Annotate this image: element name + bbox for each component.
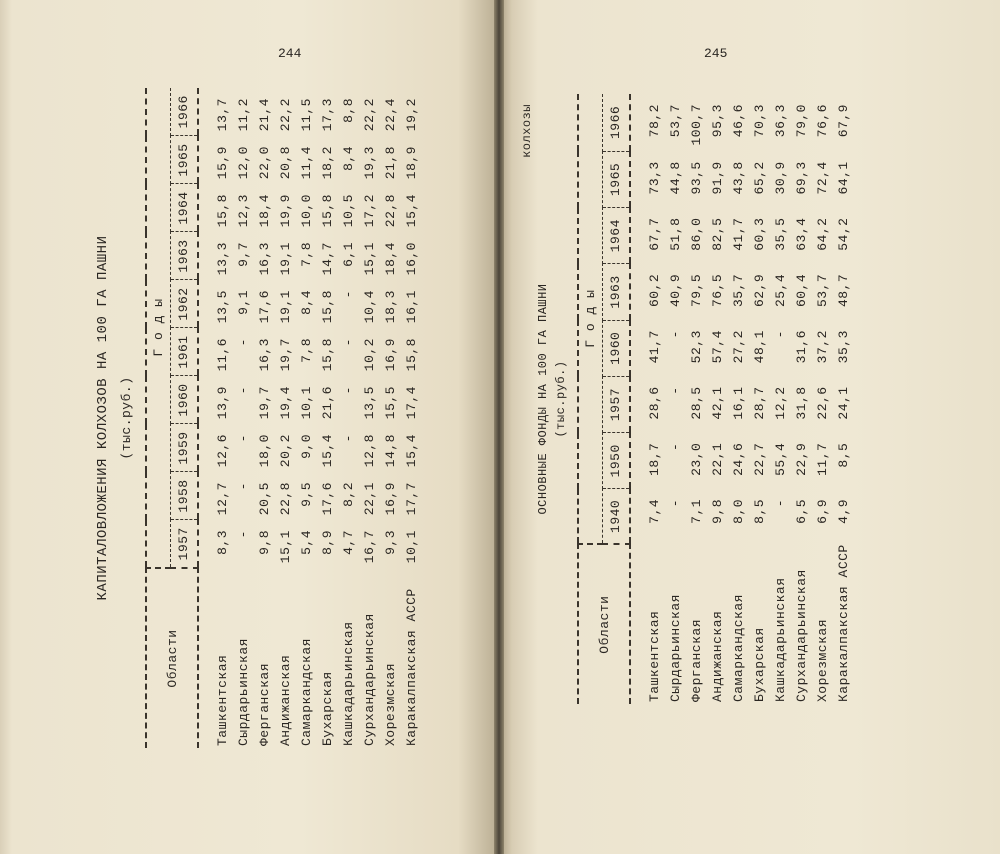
value-cell: 41,7 (731, 217, 746, 251)
table-title: ОСНОВНЫЕ ФОНДЫ НА 100 ГА ПАШНИ (536, 283, 550, 515)
value-cell: 43,8 (731, 161, 746, 195)
value-cell: 16,3 (257, 242, 272, 276)
value-cell: 22,9 (794, 442, 809, 476)
value-cell: - (668, 330, 683, 339)
region-name: Сурхандарьинская (362, 613, 377, 746)
value-cell: 13,5 (362, 386, 377, 420)
table-row (686, 94, 707, 704)
value-cell: 19,7 (257, 386, 272, 420)
value-cell: 64,2 (815, 217, 830, 251)
table-row (359, 88, 380, 748)
value-cell: 15,8 (320, 290, 335, 324)
value-cell: 19,1 (278, 242, 293, 276)
region-name: Андижанская (710, 610, 725, 702)
value-cell: 22,2 (362, 98, 377, 132)
value-cell: 8,4 (341, 146, 356, 171)
year-header: 1950 (602, 433, 630, 489)
value-cell: 10,1 (299, 386, 314, 420)
value-cell: 15,4 (320, 434, 335, 468)
years-group-header: Г о д ы (146, 88, 170, 568)
value-cell: 12,2 (773, 386, 788, 420)
table-tag: колхозы (520, 104, 534, 158)
value-cell: 10,0 (299, 194, 314, 228)
table-row (254, 88, 275, 748)
year-header: 1966 (170, 88, 198, 136)
value-cell: - (341, 386, 356, 395)
value-cell: 9,1 (236, 290, 251, 315)
value-cell: 22,4 (383, 98, 398, 132)
region-name: Сырдарьинская (668, 594, 683, 702)
region-name: Андижанская (278, 654, 293, 746)
value-cell: 14,8 (383, 434, 398, 468)
value-cell: 15,4 (404, 194, 419, 228)
value-cell: 27,2 (731, 330, 746, 364)
value-cell: 9,3 (383, 530, 398, 555)
value-cell: 31,6 (794, 330, 809, 364)
table-rotated-wrapper (520, 94, 854, 704)
table-rotated-wrapper (92, 88, 422, 748)
value-cell: 18,4 (383, 242, 398, 276)
value-cell: 82,5 (710, 217, 725, 251)
value-cell: 60,2 (647, 273, 662, 308)
value-cell: 79,0 (794, 104, 809, 138)
value-cell: - (236, 482, 251, 491)
value-cell: 7,4 (647, 498, 662, 524)
value-cell: 21,6 (320, 386, 335, 420)
value-cell: 5,4 (299, 530, 314, 555)
year-header: 1957 (170, 520, 198, 568)
book-gutter (494, 0, 504, 854)
value-cell: 35,7 (731, 273, 746, 308)
value-cell: 14,7 (320, 242, 335, 276)
year-header: 1940 (602, 489, 630, 544)
value-cell: 18,7 (647, 442, 662, 476)
value-cell: 15,4 (404, 434, 419, 468)
table-row (380, 88, 401, 748)
value-cell: 13,7 (215, 98, 230, 132)
value-cell: 28,7 (752, 386, 767, 420)
right-page (498, 0, 1000, 854)
value-cell: 15,8 (404, 338, 419, 372)
value-cell: 76,5 (710, 273, 725, 308)
value-cell: 16,9 (383, 482, 398, 516)
value-cell: 12,8 (362, 434, 377, 468)
value-cell: 16,7 (362, 530, 377, 564)
table-row (275, 88, 296, 748)
value-cell: 10,1 (404, 530, 419, 564)
table-row (212, 88, 233, 748)
value-cell: 6,1 (341, 242, 356, 267)
value-cell: 11,5 (299, 98, 314, 132)
value-cell: 9,5 (299, 482, 314, 507)
value-cell: 8,5 (836, 442, 851, 468)
value-cell: 12,3 (236, 194, 251, 228)
value-cell: 20,5 (257, 482, 272, 516)
value-cell: 15,1 (278, 530, 293, 564)
value-cell: 6,5 (794, 498, 809, 524)
table-body (212, 88, 422, 748)
value-cell: 93,5 (689, 161, 704, 195)
value-cell: 9,8 (710, 498, 725, 524)
value-cell: 19,1 (278, 290, 293, 324)
year-header: 1964 (602, 208, 630, 264)
region-name: Бухарская (320, 671, 335, 746)
value-cell: 12,7 (215, 482, 230, 516)
value-cell: - (236, 338, 251, 347)
value-cell: 44,8 (668, 161, 683, 195)
value-cell: 4,9 (836, 498, 851, 524)
table-title: КАПИТАЛОВЛОЖЕНИЯ КОЛХОЗОВ НА 100 ГА ПАШНИ (95, 235, 111, 601)
value-cell: 76,6 (815, 104, 830, 138)
page-number: 245 (704, 46, 728, 61)
region-name: Ферганская (257, 662, 272, 746)
value-cell: 55,4 (773, 442, 788, 476)
capital-investment-table (92, 88, 422, 748)
year-header: 1957 (602, 376, 630, 432)
value-cell: 8,0 (731, 498, 746, 524)
value-cell: 13,9 (215, 386, 230, 420)
value-cell: 35,3 (836, 330, 851, 364)
value-cell: 78,2 (647, 104, 662, 138)
value-cell: 8,5 (752, 498, 767, 524)
value-cell: 53,7 (815, 273, 830, 308)
value-cell: 22,0 (257, 146, 272, 180)
table-row (770, 94, 791, 704)
value-cell: 24,1 (836, 386, 851, 420)
year-header: 1966 (602, 94, 630, 151)
value-cell: 19,3 (362, 146, 377, 180)
value-cell: 22,7 (752, 442, 767, 476)
value-cell: 17,2 (362, 194, 377, 228)
value-cell: - (236, 530, 251, 539)
value-cell: 18,9 (404, 146, 419, 180)
value-cell: 67,7 (647, 217, 662, 251)
region-column-header: Области (146, 568, 198, 748)
region-name: Сурхандарьинская (794, 569, 809, 702)
region-name: Каракалпакская АССР (404, 588, 419, 746)
value-cell: 9,0 (299, 434, 314, 459)
value-cell: 15,8 (215, 194, 230, 228)
value-cell: 17,6 (257, 290, 272, 324)
table-row (338, 88, 359, 748)
region-name: Самаркандская (731, 594, 746, 702)
value-cell: 15,5 (383, 386, 398, 420)
year-header: 1960 (170, 376, 198, 424)
value-cell: 15,8 (320, 338, 335, 372)
value-cell: 65,2 (752, 161, 767, 195)
value-cell: 36,3 (773, 104, 788, 138)
page-number: 244 (278, 46, 302, 61)
value-cell: 16,9 (383, 338, 398, 372)
value-cell: 79,5 (689, 273, 704, 308)
value-cell: 35,5 (773, 217, 788, 251)
table-row (401, 88, 422, 748)
value-cell: 22,1 (710, 442, 725, 476)
year-header: 1962 (170, 280, 198, 328)
value-cell: 19,2 (404, 98, 419, 132)
value-cell: 15,8 (320, 194, 335, 228)
region-name: Каракалпакская АССР (836, 544, 851, 702)
value-cell: 72,4 (815, 161, 830, 195)
value-cell: 18,2 (320, 146, 335, 180)
value-cell: 17,3 (320, 98, 335, 132)
value-cell: 41,7 (647, 330, 662, 364)
value-cell: - (668, 498, 683, 508)
table-row (791, 94, 812, 704)
region-name: Бухарская (752, 627, 767, 702)
value-cell: 25,4 (773, 273, 788, 308)
years-group-header: Г о д ы (578, 94, 602, 544)
table-unit: (тыс.руб.) (554, 360, 568, 438)
value-cell: 40,9 (668, 273, 683, 308)
year-header: 1964 (170, 184, 198, 232)
value-cell: 17,4 (404, 386, 419, 420)
value-cell: 54,2 (836, 217, 851, 251)
value-cell: 67,9 (836, 104, 851, 138)
value-cell: 69,3 (794, 161, 809, 195)
value-cell: 48,1 (752, 330, 767, 364)
region-name: Ташкентская (647, 610, 662, 702)
value-cell: 19,4 (278, 386, 293, 420)
value-cell: 24,6 (731, 442, 746, 476)
value-cell: 46,6 (731, 104, 746, 138)
value-cell: - (341, 434, 356, 443)
region-name: Сырдарьинская (236, 638, 251, 746)
value-cell: 30,9 (773, 161, 788, 195)
value-cell: 8,3 (215, 530, 230, 555)
value-cell: - (236, 434, 251, 443)
year-header: 1963 (170, 232, 198, 280)
region-name: Ферганская (689, 618, 704, 702)
value-cell: 12,0 (236, 146, 251, 180)
value-cell: 8,4 (299, 290, 314, 315)
value-cell: 7,8 (299, 338, 314, 363)
table-row (812, 94, 833, 704)
value-cell: 20,8 (278, 146, 293, 180)
value-cell: 15,9 (215, 146, 230, 180)
value-cell: 17,7 (404, 482, 419, 516)
value-cell: 19,9 (278, 194, 293, 228)
value-cell: 28,5 (689, 386, 704, 420)
value-cell: - (236, 386, 251, 395)
value-cell: 10,5 (341, 194, 356, 228)
value-cell: - (773, 330, 788, 339)
table-row (707, 94, 728, 704)
table-row (728, 94, 749, 704)
value-cell: 73,3 (647, 161, 662, 195)
value-cell: 19,7 (278, 338, 293, 372)
value-cell: 15,1 (362, 242, 377, 276)
value-cell: 63,4 (794, 217, 809, 251)
value-cell: 16,0 (404, 242, 419, 276)
value-cell: 28,6 (647, 386, 662, 420)
value-cell: 52,3 (689, 330, 704, 364)
region-name: Ташкентская (215, 654, 230, 746)
value-cell: 7,1 (689, 498, 704, 524)
value-cell: - (668, 442, 683, 451)
value-cell: 31,8 (794, 386, 809, 420)
value-cell: 22,8 (383, 194, 398, 228)
year-header: 1961 (170, 328, 198, 376)
value-cell: 22,2 (278, 98, 293, 132)
value-cell: 22,8 (278, 482, 293, 516)
left-page (0, 0, 498, 854)
value-cell: 20,2 (278, 434, 293, 468)
table-row (749, 94, 770, 704)
value-cell: 37,2 (815, 330, 830, 364)
value-cell: 13,5 (215, 290, 230, 324)
value-cell: 51,8 (668, 217, 683, 251)
year-header: 1959 (170, 424, 198, 472)
value-cell: 7,8 (299, 242, 314, 267)
table-unit: (тыс.руб.) (118, 376, 134, 460)
table-row (665, 94, 686, 704)
region-name: Самаркандская (299, 638, 314, 746)
value-cell: 21,8 (383, 146, 398, 180)
value-cell: 11,7 (815, 442, 830, 476)
region-name: Кашкадарьинская (341, 621, 356, 746)
value-cell: 4,7 (341, 530, 356, 555)
table-row (644, 94, 665, 704)
value-cell: 10,4 (362, 290, 377, 324)
region-name: Кашкадарьинская (773, 577, 788, 702)
value-cell: 42,1 (710, 386, 725, 420)
value-cell: 23,0 (689, 442, 704, 476)
value-cell: 18,3 (383, 290, 398, 324)
value-cell: 60,4 (794, 273, 809, 308)
value-cell: - (668, 386, 683, 395)
table-row (833, 94, 854, 704)
region-name: Хорезмская (815, 618, 830, 702)
region-column-header: Области (578, 544, 630, 704)
value-cell: 18,4 (257, 194, 272, 228)
value-cell: 11,2 (236, 98, 251, 132)
value-cell: 12,6 (215, 434, 230, 468)
value-cell: 60,3 (752, 217, 767, 251)
value-cell: 91,9 (710, 161, 725, 195)
value-cell: - (341, 290, 356, 299)
value-cell: - (773, 498, 788, 508)
value-cell: 22,6 (815, 386, 830, 420)
value-cell: 57,4 (710, 330, 725, 364)
table-row (233, 88, 254, 748)
value-cell: 62,9 (752, 273, 767, 308)
value-cell: 100,7 (689, 104, 704, 146)
value-cell: 13,3 (215, 242, 230, 276)
value-cell: 8,9 (320, 530, 335, 555)
year-header: 1960 (602, 320, 630, 376)
value-cell: 11,4 (299, 146, 314, 180)
region-name: Хорезмская (383, 662, 398, 746)
table-row (317, 88, 338, 748)
fixed-assets-table (520, 94, 854, 704)
value-cell: 9,7 (236, 242, 251, 267)
value-cell: 17,6 (320, 482, 335, 516)
value-cell: 16,1 (731, 386, 746, 420)
year-header: 1965 (602, 151, 630, 207)
value-cell: 11,6 (215, 338, 230, 372)
value-cell: 53,7 (668, 104, 683, 138)
year-header: 1958 (170, 472, 198, 520)
value-cell: 48,7 (836, 273, 851, 308)
value-cell: 86,0 (689, 217, 704, 251)
year-header: 1965 (170, 136, 198, 184)
value-cell: 18,0 (257, 434, 272, 468)
value-cell: 9,8 (257, 530, 272, 555)
value-cell: 64,1 (836, 161, 851, 195)
year-header: 1963 (602, 264, 630, 320)
value-cell: 6,9 (815, 498, 830, 524)
value-cell: 70,3 (752, 104, 767, 138)
value-cell: 22,1 (362, 482, 377, 516)
value-cell: 8,8 (341, 98, 356, 123)
table-row (296, 88, 317, 748)
value-cell: 95,3 (710, 104, 725, 138)
value-cell: 21,4 (257, 98, 272, 132)
value-cell: 8,2 (341, 482, 356, 507)
value-cell: 16,3 (257, 338, 272, 372)
value-cell: 10,2 (362, 338, 377, 372)
value-cell: - (341, 338, 356, 347)
value-cell: 16,1 (404, 290, 419, 324)
table-body (644, 94, 854, 704)
